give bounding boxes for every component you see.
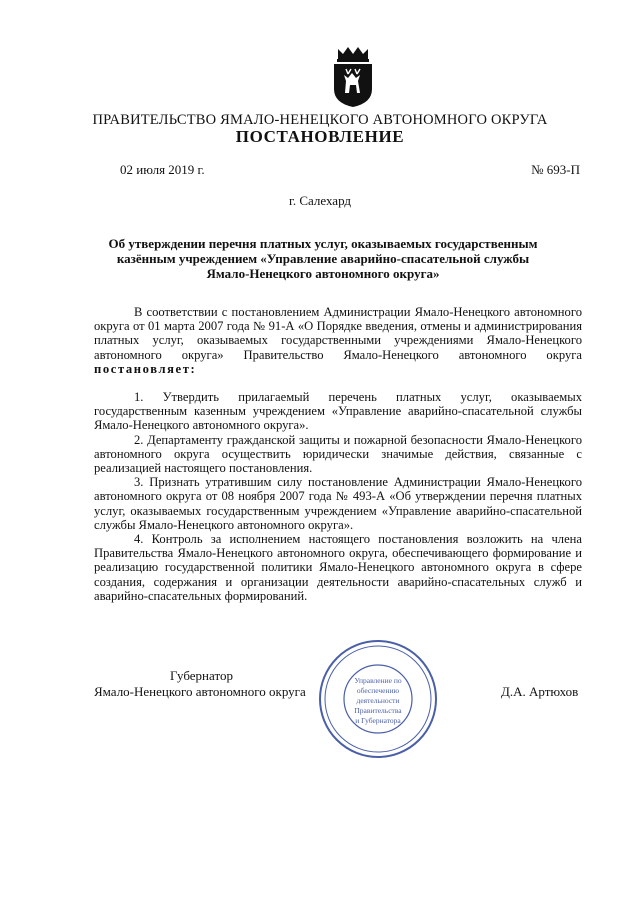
document-type: ПОСТАНОВЛЕНИЕ [235,127,405,146]
document-date: 02 июля 2019 г. [120,162,205,177]
official-stamp [316,637,440,761]
organization-name: ПРАВИТЕЛЬСТВО ЯМАЛО-НЕНЕЦКОГО АВТОНОМНОГО ОКРУГА [92,112,548,128]
decree-word: постановляет: [94,361,197,376]
list-item: 3. Признать утратившим силу постановление Администрации Ямало-Ненецкого автономного округа от 08 ноября 2007 года № 493-А «Об утверждении перечня платных услуг, оказываемых государственным учреждением «Управление аварийно-спасательной службы Ямало-Ненецкого автономного округа». [94,475,582,532]
preamble-text: В соответствии с постановлением Администрации Ямало-Ненецкого автономного округа от 01 марта 2007 года № 91-А «О Порядке введения, отмены и администрирования платных услуг, оказываемых государственными учреждениями Ямало-Ненецкого автономного округа» Правительство Ямало-Ненецкого автономного округа [94,305,582,362]
signer-position-line1: Губернатор [170,668,233,683]
coat-of-arms-icon [330,45,376,109]
stamp-line: и Губернатора [355,716,401,725]
document-city: г. Салехард [288,193,352,208]
list-item: 2. Департаменту гражданской защиты и пожарной безопасности Ямало-Ненецкого автономного округа осуществить юридически значимые действия, связанные с реализацией настоящего постановления. [94,432,582,476]
stamp-line: деятельности [356,696,400,705]
document-number: № 693-П [531,162,580,177]
stamp-line: Правительства [354,706,402,715]
signer-name: Д.А. Артюхов [501,684,579,699]
document-title: Об утверждении перечня платных услуг, оказываемых государственным казённым учреждением «Управление аварийно-спасательной службы Ямало-Ненецкого автономного округа» [108,236,538,281]
list-item: 1. Утвердить прилагаемый перечень платных услуг, оказываемых государственным казенным учреждением «Управление аварийно-спасательной службы Ямало-Ненецкого автономного округа». [94,390,582,433]
document-body [94,305,582,603]
stamp-line: Управление по [354,676,402,685]
list-item: 4. Контроль за исполнением настоящего постановления возложить на члена Правительства Ямало-Ненецкого автономного округа, обеспечивающего формирование и реализацию государственной политики Ямало-Ненецкого автономного округа в сфере создания, содержания и организации деятельности аварийно-спасательных служб и аварийно-спасательных формирований. [94,532,582,603]
preamble-paragraph [94,305,582,376]
signer-position-line2: Ямало-Ненецкого автономного округа [94,684,306,699]
stamp-line: обеспечению [356,686,400,695]
